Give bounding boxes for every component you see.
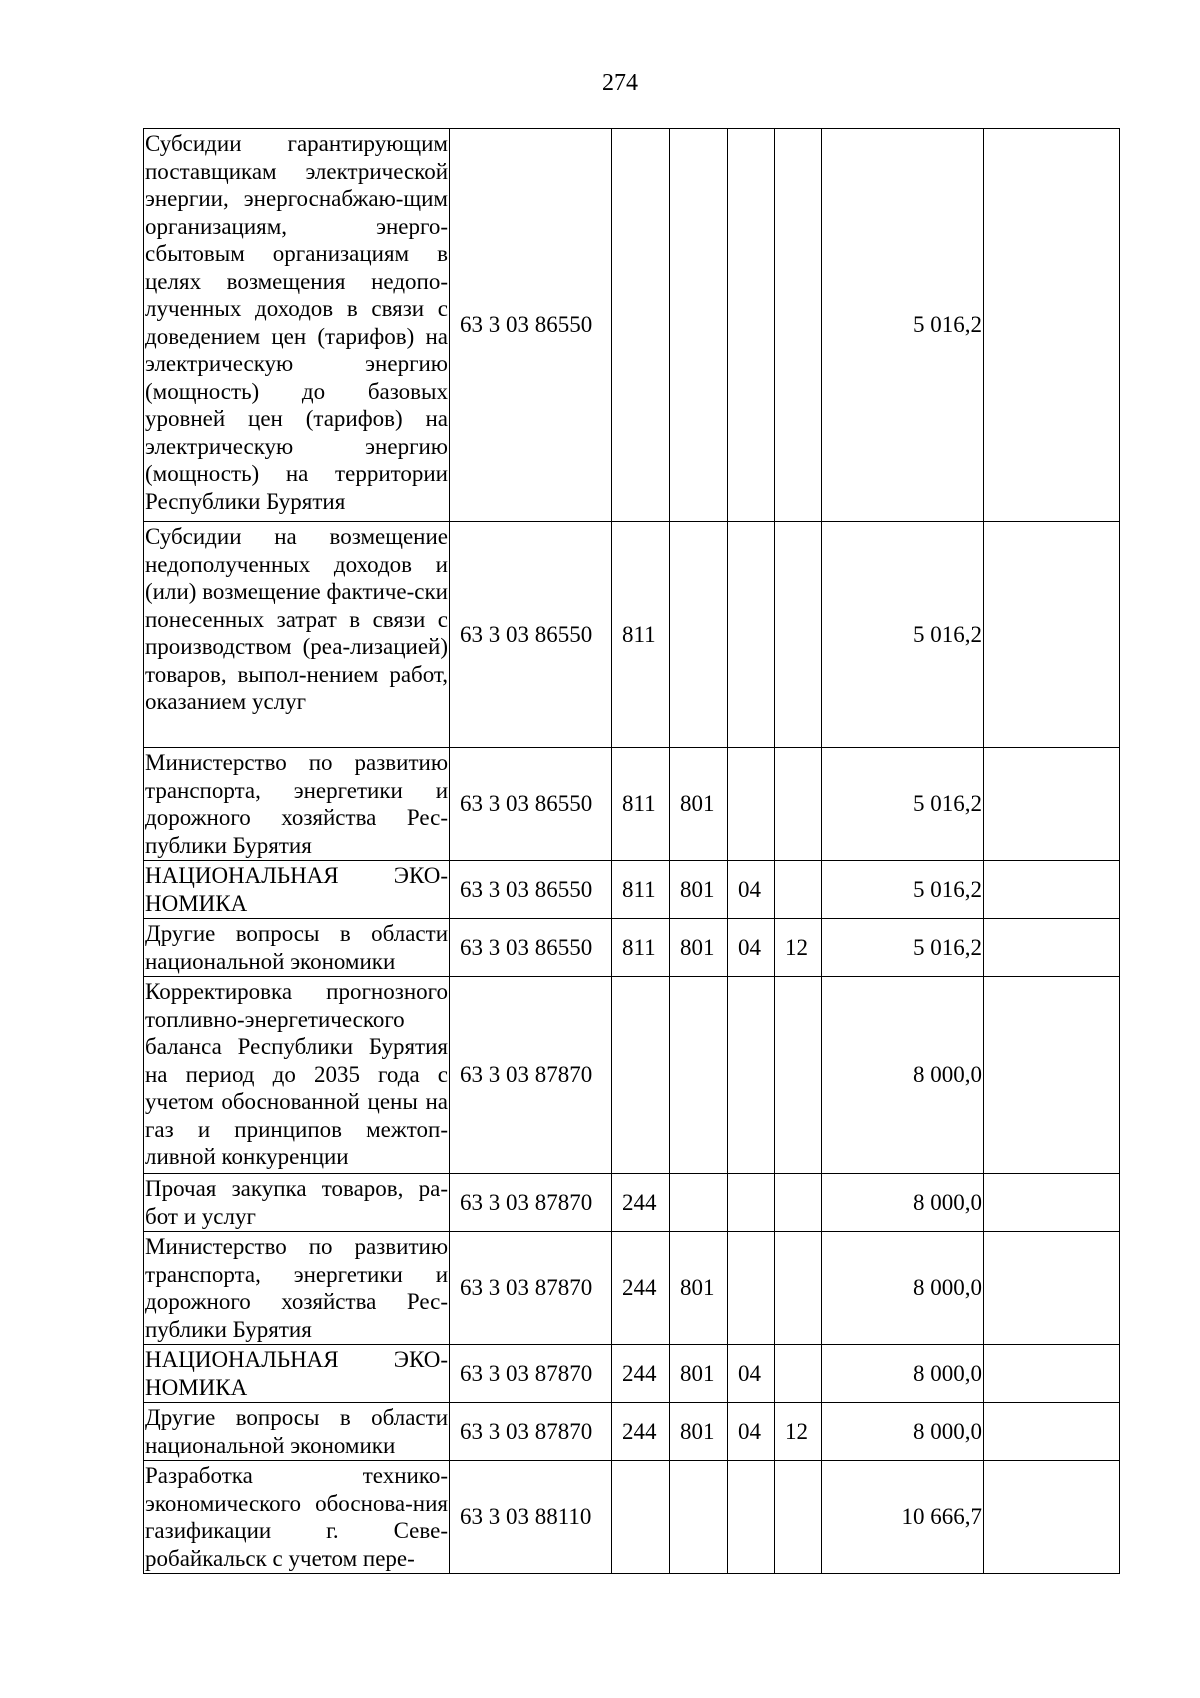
extra-cell: [984, 129, 1120, 522]
table-row: [144, 748, 1120, 861]
subsection-code-cell: [775, 1174, 822, 1232]
section-code-cell: [728, 748, 775, 861]
section-code-cell: 04: [728, 1345, 775, 1403]
table-row: [144, 1345, 1120, 1403]
ministry-code-cell: 801: [670, 919, 728, 977]
amount-cell: 8 000,0: [822, 977, 984, 1174]
subsection-code-cell: 12: [775, 1403, 822, 1461]
amount-cell: 10 666,7: [822, 1461, 984, 1574]
subsection-code-cell: [775, 522, 822, 748]
expense-type-cell: [612, 1461, 670, 1574]
ministry-code-cell: 801: [670, 748, 728, 861]
row-name-cell: Субсидии гарантирующим поставщикам электрической энергии, энергоснабжаю-щим организациям, энерго-сбытовым организациям в целях возмещения недопо-лученных доходов в связи с доведением цен (тарифов) на электрическую энергию (мощность) до базовых уровней цен (тарифов) на электрическую энергию (мощность) на территории Республики Бурятия: [144, 129, 450, 522]
ministry-code-cell: 801: [670, 1232, 728, 1345]
section-code-cell: [728, 1461, 775, 1574]
section-code-cell: [728, 522, 775, 748]
table-row: [144, 977, 1120, 1174]
subsection-code-cell: [775, 861, 822, 919]
amount-cell: 5 016,2: [822, 861, 984, 919]
table-row: [144, 1232, 1120, 1345]
target-code-cell: 63 3 03 86550: [450, 522, 612, 748]
ministry-code-cell: 801: [670, 1345, 728, 1403]
section-code-cell: [728, 977, 775, 1174]
target-code-cell: 63 3 03 88110: [450, 1461, 612, 1574]
table-row: [144, 861, 1120, 919]
extra-cell: [984, 1403, 1120, 1461]
amount-cell: 8 000,0: [822, 1232, 984, 1345]
target-code-cell: 63 3 03 87870: [450, 1174, 612, 1232]
expense-type-cell: 811: [612, 861, 670, 919]
table-row: [144, 1403, 1120, 1461]
subsection-code-cell: [775, 129, 822, 522]
target-code-cell: 63 3 03 86550: [450, 861, 612, 919]
ministry-code-cell: 801: [670, 861, 728, 919]
table-row: [144, 129, 1120, 522]
section-code-cell: [728, 129, 775, 522]
section-code-cell: 04: [728, 1403, 775, 1461]
ministry-code-cell: 801: [670, 1403, 728, 1461]
subsection-code-cell: [775, 1232, 822, 1345]
ministry-code-cell: [670, 1461, 728, 1574]
row-name-cell: Корректировка прогнозного топливно-энергетического баланса Республики Бурятия на период до 2035 года с учетом обоснованной цены на газ и принципов межтоп-ливной конкуренции: [144, 977, 450, 1174]
section-code-cell: [728, 1174, 775, 1232]
row-name-cell: Другие вопросы в области национальной экономики: [144, 919, 450, 977]
row-name-cell: Субсидии на возмещение недополученных доходов и (или) возмещение фактиче-ски понесенных затрат в связи с производством (реа-лизацией) товаров, выпол-нением работ, оказанием услуг: [144, 522, 450, 748]
table-row: [144, 1174, 1120, 1232]
amount-cell: 5 016,2: [822, 129, 984, 522]
target-code-cell: 63 3 03 86550: [450, 129, 612, 522]
subsection-code-cell: [775, 1345, 822, 1403]
amount-cell: 5 016,2: [822, 748, 984, 861]
table-row: [144, 919, 1120, 977]
expense-type-cell: 811: [612, 748, 670, 861]
expense-type-cell: 244: [612, 1232, 670, 1345]
subsection-code-cell: [775, 748, 822, 861]
ministry-code-cell: [670, 1174, 728, 1232]
subsection-code-cell: [775, 1461, 822, 1574]
amount-cell: 8 000,0: [822, 1403, 984, 1461]
ministry-code-cell: [670, 129, 728, 522]
extra-cell: [984, 1345, 1120, 1403]
extra-cell: [984, 1461, 1120, 1574]
subsection-code-cell: [775, 977, 822, 1174]
ministry-code-cell: [670, 977, 728, 1174]
target-code-cell: 63 3 03 87870: [450, 1232, 612, 1345]
extra-cell: [984, 919, 1120, 977]
extra-cell: [984, 861, 1120, 919]
section-code-cell: 04: [728, 861, 775, 919]
expense-type-cell: [612, 129, 670, 522]
ministry-code-cell: [670, 522, 728, 748]
budget-table: [143, 128, 1120, 1574]
expense-type-cell: 811: [612, 919, 670, 977]
amount-cell: 5 016,2: [822, 919, 984, 977]
table-row: [144, 522, 1120, 748]
row-name-cell: Министерство по развитию транспорта, энергетики и дорожного хозяйства Рес-публики Бурятия: [144, 748, 450, 861]
page-number: 274: [602, 70, 638, 96]
expense-type-cell: [612, 977, 670, 1174]
expense-type-cell: 244: [612, 1403, 670, 1461]
table-row: [144, 1461, 1120, 1574]
row-name-cell: Другие вопросы в области национальной экономики: [144, 1403, 450, 1461]
section-code-cell: 04: [728, 919, 775, 977]
extra-cell: [984, 748, 1120, 861]
target-code-cell: 63 3 03 86550: [450, 919, 612, 977]
row-name-cell: Прочая закупка товаров, ра-бот и услуг: [144, 1174, 450, 1232]
extra-cell: [984, 1174, 1120, 1232]
subsection-code-cell: 12: [775, 919, 822, 977]
row-name-cell: НАЦИОНАЛЬНАЯ ЭКО-НОМИКА: [144, 861, 450, 919]
target-code-cell: 63 3 03 87870: [450, 977, 612, 1174]
amount-cell: 8 000,0: [822, 1345, 984, 1403]
extra-cell: [984, 977, 1120, 1174]
row-name-cell: Министерство по развитию транспорта, энергетики и дорожного хозяйства Рес-публики Бурятия: [144, 1232, 450, 1345]
target-code-cell: 63 3 03 87870: [450, 1345, 612, 1403]
expense-type-cell: 244: [612, 1174, 670, 1232]
section-code-cell: [728, 1232, 775, 1345]
extra-cell: [984, 522, 1120, 748]
expense-type-cell: 244: [612, 1345, 670, 1403]
row-name-cell: Разработка технико-экономического обоснова-ния газификации г. Севе-робайкальск с учетом пере-: [144, 1461, 450, 1574]
expense-type-cell: 811: [612, 522, 670, 748]
target-code-cell: 63 3 03 86550: [450, 748, 612, 861]
extra-cell: [984, 1232, 1120, 1345]
target-code-cell: 63 3 03 87870: [450, 1403, 612, 1461]
amount-cell: 5 016,2: [822, 522, 984, 748]
row-name-cell: НАЦИОНАЛЬНАЯ ЭКО-НОМИКА: [144, 1345, 450, 1403]
amount-cell: 8 000,0: [822, 1174, 984, 1232]
